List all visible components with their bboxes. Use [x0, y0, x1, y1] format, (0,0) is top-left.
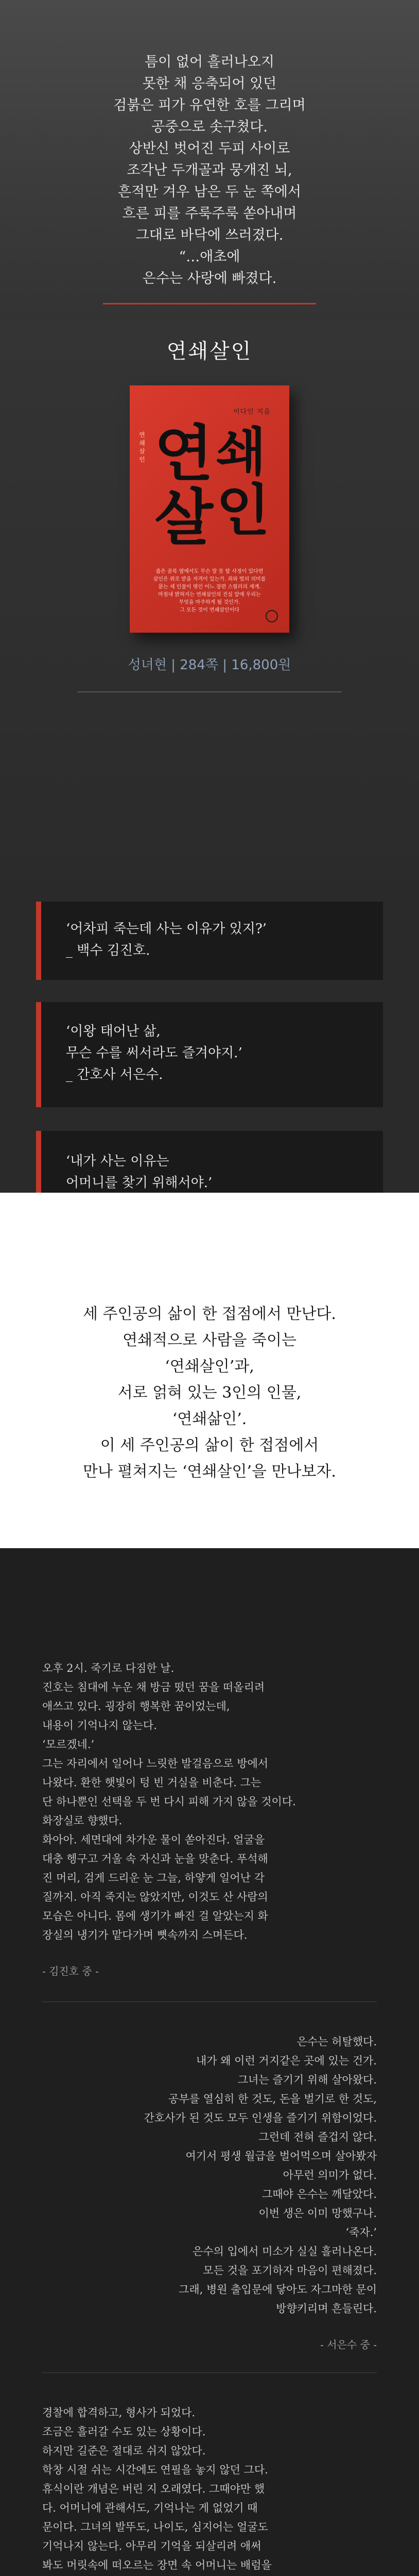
- excerpt-line: 모든 것을 포기하자 마음이 편해졌다.: [203, 2264, 377, 2277]
- cover-title-char: 연: [154, 418, 213, 489]
- cover-blurb-line: 무엇을 마주하게 될 것인가.: [179, 600, 240, 605]
- excerpt-kim: [42, 1659, 377, 1945]
- excerpt-line: 다. 어머니에 관해서도, 기억나는 게 없었기 때: [42, 2502, 258, 2514]
- excerpt-line: 이번 생은 이미 망했구나.: [258, 2207, 377, 2219]
- excerpt-line: 아무런 의미가 없다.: [283, 2169, 377, 2181]
- cover-title: [150, 418, 272, 555]
- intro-line: 공중으로 솟구쳤다.: [151, 119, 268, 135]
- intro-line: 상반신 벗어진 두피 사이로: [129, 141, 290, 157]
- cover-blurb-line: 그 모든 것이 연쇄살인이다: [180, 607, 239, 613]
- excerpt-line: ‘모르겠네.’: [42, 1738, 95, 1751]
- cover-blurb-line: 마침내 밝혀지는 연쇄살인의 진실 앞에 우리는: [158, 592, 261, 598]
- cover-title-char: 살: [154, 482, 213, 553]
- quote-line: ‘내가 사는 이유는: [66, 1154, 169, 1169]
- characters-intro-line: 서로 얽혀 있는 3인의 인물,: [117, 1384, 302, 1402]
- excerpt-line: 경찰에 합격하고, 형사가 되었다.: [42, 2406, 196, 2419]
- cover-side-title: 연쇄살인: [139, 431, 145, 463]
- characters-intro-line: ‘연쇄살인’과,: [165, 1358, 254, 1376]
- excerpt-line: 기억나지 않는다. 아무리 기억을 되살리려 애써: [42, 2540, 261, 2552]
- intro-section: [0, 0, 419, 319]
- excerpt-line: 내가 왜 이런 거지같은 곳에 있는 건가.: [196, 2055, 377, 2067]
- intro-text: [0, 52, 419, 290]
- excerpt-line: 봐도 머릿속에 떠오르는 장면 속 어머니는 배럼을: [42, 2559, 272, 2571]
- excerpt-line: 하지만 길준은 절대로 쉬지 않았다.: [42, 2445, 206, 2457]
- excerpt-line: 단 하나뿐인 선택을 두 번 다시 피해 가지 않을 것이다.: [42, 1795, 296, 1808]
- characters-intro-section: [0, 1193, 419, 1602]
- intro-line: 틈이 없어 흘러나오지: [145, 54, 274, 70]
- excerpt-source-kim: - 김진호 중 -: [42, 1965, 99, 1977]
- quote-line: ‘어차피 죽는데 사는 이유가 있지?’: [66, 921, 267, 937]
- cover-blurb-line: 살인은 위로 받을 자격이 있는가. 죄와 벌의 의미를: [153, 577, 266, 582]
- quote-line: 어머니를 찾기 위해서야.’: [66, 1175, 213, 1191]
- excerpt-line: 은수는 허탈했다.: [296, 2036, 377, 2048]
- cover-blurb: [144, 568, 275, 614]
- cover-author: 이다인 지음: [233, 408, 271, 416]
- excerpt-line: 그런데 전혀 즐겁지 않다.: [258, 2131, 377, 2143]
- excerpt-line: 그는 자리에서 일어나 느릿한 발걸음으로 방에서: [42, 1757, 269, 1770]
- intro-line: 흔적만 겨우 남은 두 눈 쪽에서: [118, 184, 301, 200]
- quote-box-kim: [36, 902, 383, 980]
- excerpt-line: 그래, 병원 출입문에 닿아도 자그마한 문이: [179, 2283, 377, 2296]
- intro-line: 그대로 바닥에 쓰러졌다.: [135, 227, 284, 243]
- book-cover: [130, 385, 289, 633]
- excerpt-yoo: [42, 2403, 377, 2576]
- excerpt-line: 간호사가 된 것도 모두 인생을 즐기기 위함이었다.: [144, 2112, 377, 2124]
- excerpt-line: 그녀는 즐기기 위해 살아왔다.: [237, 2074, 377, 2086]
- cover-title-char: 인: [216, 479, 270, 543]
- excerpt-line: 은수의 입에서 미소가 실실 흘러나온다.: [193, 2245, 377, 2258]
- intro-line: 흐른 피를 주룩주룩 쏟아내며: [122, 206, 297, 222]
- excerpt-line: 방향키리며 흔들린다.: [276, 2302, 377, 2315]
- intro-line: 조각난 두개골과 뭉개진 뇌,: [127, 162, 292, 178]
- characters-intro-line: 연쇄적으로 사람을 죽이는: [123, 1331, 296, 1349]
- excerpt-line: 조금은 흘러갈 수도 있는 상황이다.: [42, 2426, 206, 2438]
- excerpt-line: 나왔다. 환한 햇빛이 텅 빈 거실을 비춘다. 그는: [42, 1776, 261, 1789]
- excerpt-line: 애쓰고 있다. 굉장히 행복한 꿈이었는데,: [42, 1700, 230, 1713]
- book-divider: [77, 691, 342, 692]
- excerpt-line: 그때야 은수는 깨달았다.: [262, 2188, 377, 2200]
- excerpt-line: 진호는 침대에 누운 채 방금 떴던 꿈을 떠올리려: [42, 1681, 265, 1693]
- quotes-section: [0, 878, 419, 1193]
- quote-line: ‘이왕 태어난 삶,: [66, 1024, 161, 1039]
- excerpt-line: 학창 시절 쉬는 시간에도 연필을 놓지 않던 그다.: [42, 2464, 268, 2476]
- excerpt-source-seo: - 서은수 중 -: [320, 2338, 377, 2351]
- excerpt-line: 화장실로 향했다.: [42, 1815, 123, 1827]
- cover-blurb-line: 좁은 골목 옆에서도 무슨 말 못 할 사정이 있다면: [155, 569, 264, 574]
- characters-intro-line: 이 세 주인공의 삶이 한 접점에서: [100, 1436, 319, 1454]
- quote-speaker: _ 백수 김진호.: [66, 943, 150, 958]
- intro-line: 은수는 사랑에 빠졌다.: [142, 270, 277, 286]
- section-spacer: [0, 1548, 419, 1602]
- book-heading: 연쇄살인: [166, 340, 253, 363]
- excerpt-line: 모습은 아니다. 몸에 생기가 빠진 걸 알았는지 화: [42, 1910, 268, 1922]
- excerpt-seo: [42, 2032, 377, 2318]
- excerpt-line: 질까지. 아직 죽지는 않았지만, 이것도 산 사람의: [42, 1891, 268, 1903]
- characters-intro-text: [0, 1301, 419, 1485]
- excerpts-section: [0, 1602, 419, 2576]
- excerpt-divider: [42, 2372, 377, 2373]
- publisher-logo-icon: [266, 610, 278, 622]
- quote-box-seo: [36, 1002, 383, 1107]
- excerpt-line: 장실의 냉기가 맡다가며 뼛속까지 스며든다.: [42, 1929, 248, 1941]
- excerpt-line: 내용이 기억나지 않는다.: [42, 1719, 157, 1732]
- excerpt-line: ‘죽자.’: [345, 2226, 377, 2239]
- book-section: [0, 319, 419, 878]
- quote-line: 무슨 수를 써서라도 즐겨야지.’: [66, 1045, 242, 1061]
- intro-line: 못한 채 응축되어 있던: [142, 76, 277, 92]
- cover-title-char: 쇄: [216, 422, 266, 482]
- excerpt-line: 문이다. 그녀의 발뚜도, 나이도, 심지어는 얼굴도: [42, 2521, 268, 2533]
- excerpt-line: 대충 헹구고 거울 속 자신과 눈을 맞춘다. 푸석해: [42, 1853, 268, 1865]
- excerpt-line: 화아아. 세면대에 차가운 물이 쏟아진다. 얼굴을: [42, 1834, 265, 1846]
- intro-line: 검붉은 피가 유연한 호를 그리며: [113, 97, 306, 113]
- excerpt-line: 여기서 평생 월급을 벌어먹으며 살아봤자: [185, 2150, 377, 2162]
- intro-line: “…애초에: [179, 249, 240, 265]
- intro-divider: [103, 303, 316, 304]
- characters-intro-line: ‘연쇄삶인’.: [172, 1410, 247, 1428]
- excerpt-line: 공부를 열심히 한 것도, 돈을 벌기로 한 것도,: [168, 2093, 377, 2105]
- excerpt-line: 진 머리, 검게 드리운 눈 그늘, 하얗게 일어난 각: [42, 1872, 265, 1884]
- excerpt-line: 오후 2시. 죽기로 다짐한 날.: [42, 1662, 174, 1674]
- book-meta: 성녀현 | 284쪽 | 16,800원: [128, 657, 291, 673]
- characters-intro-line: 세 주인공의 삶이 한 접점에서 만난다.: [83, 1305, 336, 1323]
- characters-intro-line: 만나 펼쳐지는 ‘연쇄살인’을 만나보자.: [83, 1463, 336, 1481]
- cover-blurb-line: 묻는 세 인물이 엮인 어느 장편 스릴러의 세계.: [158, 584, 261, 590]
- quote-speaker: _ 간호사 서은수.: [66, 1067, 163, 1082]
- excerpt-line: 휴식이란 개념은 버린 지 오래였다. 그때야만 했: [42, 2483, 265, 2495]
